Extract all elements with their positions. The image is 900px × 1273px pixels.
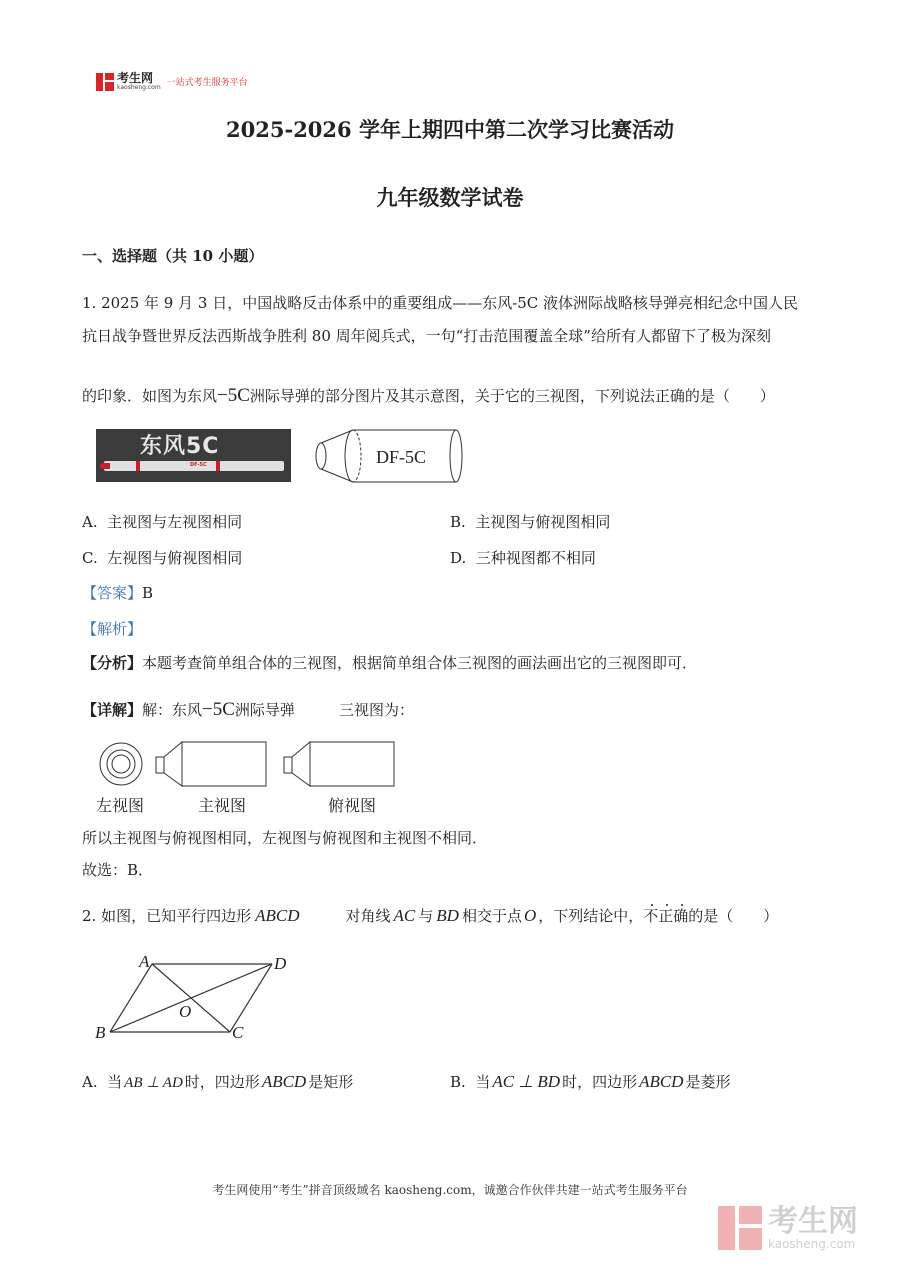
diagram-label: DF-5C	[376, 447, 427, 467]
q1-math-5c: −5C	[217, 385, 250, 406]
fenxi-text: 本题考查简单组合体的三视图，根据简单组合体三视图的画法画出它的三视图即可．	[142, 654, 698, 672]
emphasis-char: 确	[673, 907, 689, 925]
q2-bd: BD	[436, 906, 459, 925]
missile-tag: DF-5C	[190, 462, 207, 468]
q1-xiangjie	[82, 700, 414, 720]
page-title: 2025-2026 学年上期四中第二次学习比赛活动	[226, 117, 674, 142]
q1-line1	[82, 293, 798, 313]
q2-option-a-abcd: ABCD	[261, 1072, 307, 1091]
q2-option-a	[82, 1072, 353, 1093]
option-a-text: 主视图与左视图相同	[107, 513, 243, 531]
q2-option-b-math: AC ⊥ BD	[492, 1072, 561, 1091]
missile-photo-title: 东风5C	[140, 434, 220, 459]
three-views-figure	[94, 738, 404, 794]
emphasis-char: 不	[643, 907, 659, 925]
q1-conclusion: 所以主视图与俯视图相同，左视图与俯视图和主视图不相同．	[82, 829, 488, 847]
label-top-view: 俯视图	[328, 796, 377, 815]
header-slogan: 一站式考生服务平台	[166, 78, 248, 88]
q2-text-e: ，下列结论中，	[538, 907, 644, 925]
xiangjie-tag: 【详解】	[82, 701, 143, 719]
answer-value: B	[142, 584, 154, 602]
q2-text-b: 对角线	[345, 907, 391, 925]
logo-name: 考生网	[117, 71, 154, 85]
q2-ac: AC	[393, 906, 416, 925]
q2-option-b	[450, 1072, 730, 1092]
point-c-label: C	[232, 1023, 244, 1042]
q1-text-3b: 洲际导弹的部分图片及其示意图，关于它的三视图，下列说法正确的是（ ）	[249, 387, 775, 405]
xiangjie-math: −5C	[202, 699, 235, 720]
point-d-label: D	[274, 954, 287, 973]
option-c-text: 左视图与俯视图相同	[107, 549, 243, 567]
q1-text-3a: 的印象．如图为东风	[82, 387, 218, 405]
option-b-text: 主视图与俯视图相同	[475, 513, 611, 531]
emphasis-char: 正	[658, 907, 674, 925]
label-front-view: 主视图	[198, 796, 247, 815]
q2-o: O	[523, 906, 537, 925]
header-logo	[96, 72, 248, 91]
q2-option-b-text-3: 是菱形	[685, 1073, 731, 1091]
footer-text: 考生网使用“考生”拼音顶级域名 kaosheng.com，诚邀合作伙伴共建一站式考生服务平台	[212, 1183, 688, 1197]
watermark-logo-icon	[718, 1206, 762, 1250]
q2-text-d: 相交于点	[461, 907, 522, 925]
q2-text-c: 与	[418, 907, 434, 925]
parallelogram-figure	[90, 950, 300, 1045]
section-heading: 一、选择题（共 10 小题）	[82, 247, 264, 265]
q1-option-c	[82, 548, 242, 568]
q1-answer	[82, 583, 153, 603]
q1-option-a	[82, 512, 242, 532]
q2-text-f: 的是（ ）	[688, 907, 779, 925]
watermark-name: 考生网	[768, 1204, 858, 1239]
q2-text-a: 如图，已知平行四边形	[101, 907, 252, 925]
xiangjie-text-a: 解：东风	[142, 701, 203, 719]
q1-line3	[82, 386, 775, 406]
watermark-domain: kaosheng.com	[768, 1237, 856, 1251]
q2-abcd: ABCD	[255, 906, 300, 925]
q1-line2: 抗日战争暨世界反法西斯战争胜利 80 周年阅兵式，一句“打击范围覆盖全球”给所有人都留下了极为深刻	[82, 327, 771, 345]
fenxi-tag: 【分析】	[82, 654, 143, 672]
q2-option-a-text-3: 是矩形	[308, 1073, 354, 1091]
q2-option-b-abcd: ABCD	[639, 1072, 684, 1091]
analysis-tag: 【解析】	[82, 620, 143, 638]
xiangjie-text-b: 洲际导弹	[234, 701, 295, 719]
q2-number: 2.	[82, 907, 97, 925]
missile-band-2	[216, 461, 220, 471]
q2-emph	[643, 907, 688, 925]
q1-option-b	[450, 512, 610, 532]
q2-option-b-text-1: 当	[475, 1073, 491, 1091]
page-subtitle: 九年级数学试卷	[376, 185, 524, 210]
point-a-label: A	[139, 952, 150, 971]
xiangjie-text-c: 三视图为：	[338, 701, 414, 719]
q2-option-b-letter: B.	[450, 1073, 466, 1091]
q1-fenxi	[82, 653, 697, 673]
point-o-label: O	[179, 1002, 192, 1021]
q1-text-1: 2025 年 9 月 3 日，中国战略反击体系中的重要组成——东风-5C 液体洲际战略核导弹亮相纪念中国人民	[101, 294, 799, 312]
q2-option-a-text-1: 当	[107, 1073, 123, 1091]
point-b-label: B	[95, 1023, 106, 1042]
label-left-view: 左视图	[96, 796, 145, 815]
option-b-letter: B.	[450, 513, 466, 531]
q1-number: 1.	[82, 294, 97, 312]
option-a-letter: A.	[82, 513, 98, 531]
logo-domain: kaosheng.com	[117, 84, 161, 91]
kaosheng-logo-icon	[96, 73, 114, 91]
missile-photo	[96, 429, 291, 482]
q2-option-a-letter: A.	[82, 1073, 98, 1091]
footer-watermark	[718, 1206, 858, 1250]
q1-final: 故选：B．	[82, 861, 154, 879]
q2-stem	[82, 906, 778, 926]
answer-tag: 【答案】	[82, 584, 143, 602]
option-d-text: 三种视图都不相同	[475, 549, 596, 567]
option-c-letter: C.	[82, 549, 98, 567]
option-d-letter: D.	[450, 549, 467, 567]
missile-band-1	[136, 461, 140, 471]
q2-option-b-text-2: 时，四边形	[562, 1073, 638, 1091]
missile-nose	[100, 463, 110, 469]
q1-option-d	[450, 548, 596, 568]
q2-option-a-text-2: 时，四边形	[184, 1073, 260, 1091]
q2-option-a-math: AB ⊥ AD	[124, 1075, 183, 1091]
